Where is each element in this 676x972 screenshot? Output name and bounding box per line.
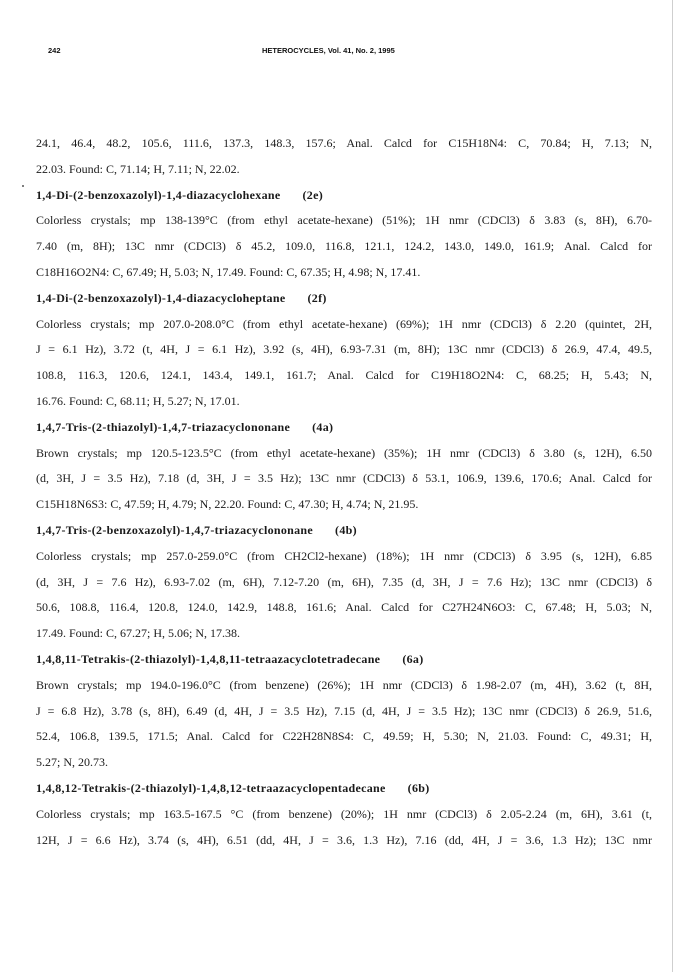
compound-heading [36,415,652,441]
page-edge-line [672,0,673,972]
text-line: 24.1, 46.4, 48.2, 105.6, 111.6, 137.3, 148.3, 157.6; Anal. Calcd for C15H18N4: C, 70.84; H, 7.13; N, [36,136,652,150]
journal-citation: HETEROCYCLES, Vol. 41, No. 2, 1995 [262,46,395,55]
compound-heading [36,183,652,209]
text-line: (d, 3H, J = 3.5 Hz), 7.18 (d, 3H, J = 3.5 Hz); 13C nmr (CDCl3) δ 53.1, 106.9, 139.6, 170.6; Anal. Calcd for [36,471,652,486]
text-line: Brown crystals; mp 120.5-123.5°C (from ethyl acetate-hexane) (35%); 1H nmr (CDCl3) δ 3.80 (s, 12H), 6.50 [36,445,652,460]
experimental-text [36,131,652,853]
scan-speck [22,185,24,187]
compound-label: (2e) [302,187,324,202]
compound-name: 1,4,8,11-Tetrakis-(2-thiazolyl)-1,4,8,11-tetraazacyclotetradecane [36,651,381,666]
text-line: (d, 3H, J = 7.6 Hz), 6.93-7.02 (m, 6H), 7.12-7.20 (m, 6H), 7.35 (d, 3H, J = 7.6 Hz); 13C nmr (CDCl3) δ [36,574,652,589]
compound-heading [36,776,652,802]
compound-label: (6b) [407,780,430,795]
text-line: 108.8, 116.3, 120.6, 124.1, 143.4, 149.1, 161.7; Anal. Calcd for C19H18O2N4: C, 68.25; H, 5.43; N, [36,368,652,383]
text-line: 5.27; N, 20.73. [36,755,108,770]
text-line: 52.4, 106.8, 139.5, 171.5; Anal. Calcd for C22H28N8S4: C, 49.59; H, 5.30; N, 21.03. Found: C, 49.31; H, [36,729,652,744]
compound-label: (4a) [312,419,334,434]
text-line: 17.49. Found: C, 67.27; H, 5.06; N, 17.38. [36,626,241,641]
compound-name: 1,4,7-Tris-(2-thiazolyl)-1,4,7-triazacyclononane [36,419,291,434]
compound-heading [36,647,652,673]
compound-label: (6a) [402,651,424,666]
text-line: 12H, J = 6.6 Hz), 3.74 (s, 4H), 6.51 (dd, 4H, J = 3.6, 1.3 Hz), 7.16 (dd, 4H, J = 3.6, 1.3 Hz); 13C nmr [36,832,652,847]
text-line: C18H16O2N4: C, 67.49; H, 5.03; N, 17.49. Found: C, 67.35; H, 4.98; N, 17.41. [36,264,421,279]
compound-name: 1,4-Di-(2-benzoxazolyl)-1,4-diazacyclohexane [36,187,281,202]
page-number: 242 [48,46,61,55]
text-line: J = 6.1 Hz), 3.72 (t, 4H, J = 6.1 Hz), 3.92 (s, 4H), 6.93-7.31 (m, 8H); 13C nmr (CDCl3) δ 26.9, 47.4, 49.5, [36,342,652,357]
text-line: Brown crystals; mp 194.0-196.0°C (from benzene) (26%); 1H nmr (CDCl3) δ 1.98-2.07 (m, 4H), 3.62 (t, 8H, [36,677,652,692]
compound-heading [36,518,652,544]
text-line: Colorless crystals; mp 163.5-167.5 °C (from benzene) (20%); 1H nmr (CDCl3) δ 2.05-2.24 (m, 6H), 3.61 (t, [36,806,652,821]
text-line: C15H18N6S3: C, 47.59; H, 4.79; N, 22.20. Found: C, 47.30; H, 4.74; N, 21.95. [36,497,419,512]
text-line: 16.76. Found: C, 68.11; H, 5.27; N, 17.01. [36,393,240,408]
compound-name: 1,4,7-Tris-(2-benzoxazolyl)-1,4,7-triazacyclononane [36,522,314,537]
running-header [0,46,676,60]
text-line: Colorless crystals; mp 257.0-259.0°C (from CH2Cl2-hexane) (18%); 1H nmr (CDCl3) δ 3.95 (s, 12H), 6.85 [36,548,652,563]
text-line: Colorless crystals; mp 138-139°C (from ethyl acetate-hexane) (51%); 1H nmr (CDCl3) δ 3.83 (s, 8H), 6.70- [36,213,652,228]
text-line: 50.6, 108.8, 116.4, 120.8, 124.0, 142.9, 148.8, 161.6; Anal. Calcd for C27H24N6O3: C, 67.48; H, 5.03; N, [36,600,652,615]
compound-name: 1,4-Di-(2-benzoxazolyl)-1,4-diazacycloheptane [36,290,286,305]
text-line: 7.40 (m, 8H); 13C nmr (CDCl3) δ 45.2, 109.0, 116.8, 121.1, 124.2, 143.0, 149.0, 161.9; Anal. Calcd for [36,239,652,254]
compound-label: (4b) [335,522,357,537]
text-line: Colorless crystals; mp 207.0-208.0°C (from ethyl acetate-hexane) (69%); 1H nmr (CDCl3) δ 2.20 (quintet, 2H, [36,316,652,331]
compound-name: 1,4,8,12-Tetrakis-(2-thiazolyl)-1,4,8,12-tetraazacyclopentadecane [36,780,386,795]
text-line: J = 6.8 Hz), 3.78 (s, 8H), 6.49 (d, 4H, J = 3.5 Hz), 7.15 (d, 4H, J = 3.5 Hz); 13C nmr (CDCl3) δ 26.9, 51.6, [36,703,652,718]
compound-label: (2f) [307,290,327,305]
text-line: 22.03. Found: C, 71.14; H, 7.11; N, 22.02. [36,161,240,176]
compound-heading [36,286,652,312]
